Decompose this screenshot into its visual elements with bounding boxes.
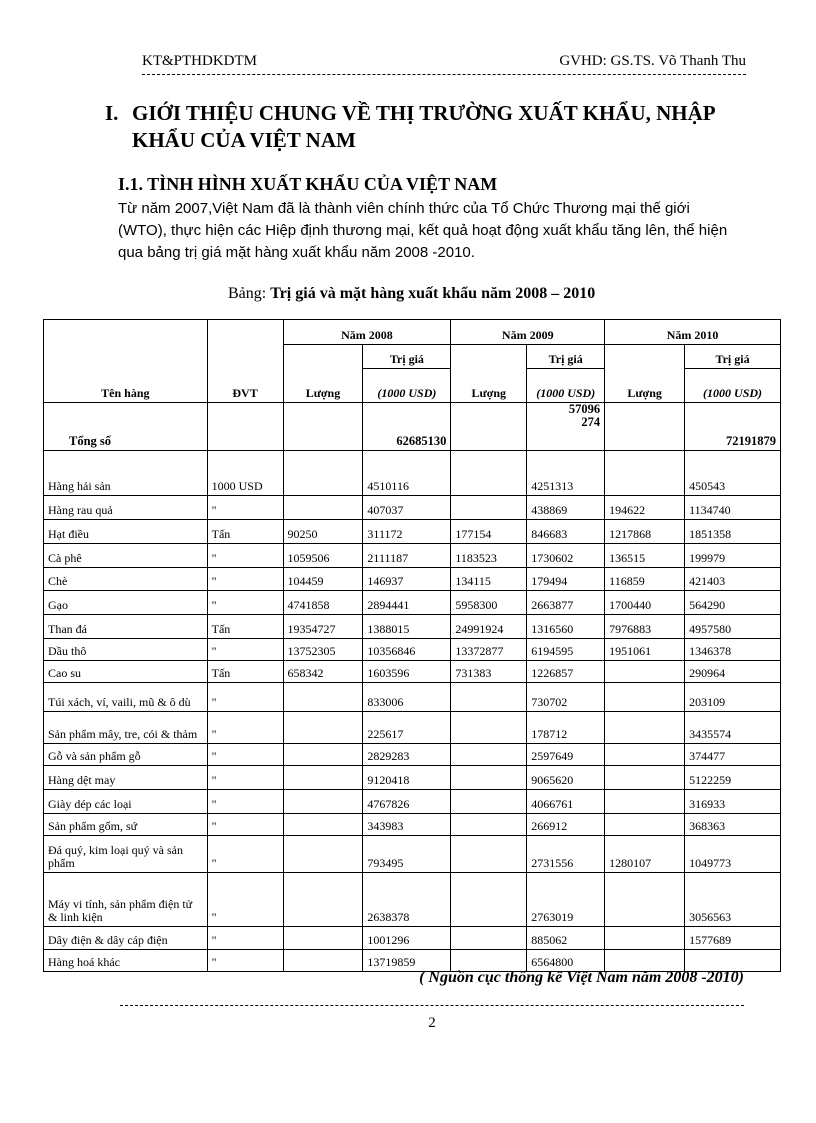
row-quantity-2008: [283, 836, 363, 873]
table-caption: [228, 285, 595, 303]
row-value-2009: 885062: [527, 927, 605, 950]
row-unit: ": [207, 790, 283, 814]
row-value-2010: 203109: [685, 683, 781, 712]
row-quantity-2010: [605, 683, 685, 712]
header-value-2009: Trị giá: [527, 345, 605, 369]
row-value-2010: 316933: [685, 790, 781, 814]
row-name: Chè: [44, 568, 208, 591]
header-quantity-2010: Lượng: [605, 345, 685, 403]
row-name: Gỗ và sản phẩm gỗ: [44, 744, 208, 766]
total-2010: 72191879: [685, 403, 781, 451]
table-row: [44, 814, 781, 836]
row-value-2008: 1603596: [363, 661, 451, 683]
row-value-2009: 1226857: [527, 661, 605, 683]
row-name: Than đá: [44, 615, 208, 639]
row-value-2009: 6564800: [527, 950, 605, 972]
row-value-2009: 846683: [527, 520, 605, 544]
row-unit: Tấn: [207, 615, 283, 639]
row-name: Hàng rau quả: [44, 496, 208, 520]
row-quantity-2008: [283, 683, 363, 712]
row-quantity-2008: [283, 927, 363, 950]
row-name: Hàng hoá khác: [44, 950, 208, 972]
row-value-2008: 146937: [363, 568, 451, 591]
row-value-2008: 1388015: [363, 615, 451, 639]
row-value-2008: 2829283: [363, 744, 451, 766]
row-quantity-2010: [605, 744, 685, 766]
row-value-2008: 793495: [363, 836, 451, 873]
row-value-2009: 4251313: [527, 451, 605, 496]
row-quantity-2008: [283, 744, 363, 766]
row-value-2010: 1851358: [685, 520, 781, 544]
row-quantity-2010: [605, 661, 685, 683]
row-quantity-2010: [605, 927, 685, 950]
row-value-2010: 368363: [685, 814, 781, 836]
row-quantity-2008: 90250: [283, 520, 363, 544]
row-quantity-2010: 136515: [605, 544, 685, 568]
row-value-2010: 290964: [685, 661, 781, 683]
row-quantity-2009: 13372877: [451, 639, 527, 661]
row-unit: ": [207, 836, 283, 873]
table-row: [44, 591, 781, 615]
row-unit: ": [207, 591, 283, 615]
row-quantity-2010: [605, 712, 685, 744]
row-name: Dầu thô: [44, 639, 208, 661]
row-value-2010: 1346378: [685, 639, 781, 661]
table-row: [44, 836, 781, 873]
table-row: [44, 766, 781, 790]
row-quantity-2008: [283, 496, 363, 520]
row-value-2010: 450543: [685, 451, 781, 496]
row-unit: ": [207, 766, 283, 790]
row-value-2009: 2763019: [527, 873, 605, 927]
row-quantity-2008: 19354727: [283, 615, 363, 639]
row-quantity-2008: 1059506: [283, 544, 363, 568]
header-name: Tên hàng: [44, 320, 208, 403]
total-2008: 62685130: [363, 403, 451, 451]
table-caption-title: Trị giá và mặt hàng xuất khẩu năm 2008 – 2010: [270, 285, 596, 302]
row-quantity-2010: 1280107: [605, 836, 685, 873]
intro-paragraph: Từ năm 2007,Việt Nam đã là thành viên chính thức của Tổ Chức Thương mại thế giới (WTO), thực hiện các Hiệp định thương mại, kết quả hoạt động xuất khẩu tăng lên, thể hiện qua bảng trị giá mặt hàng xuất khẩu năm 2008 -2010.: [118, 200, 728, 261]
row-value-2010: 1577689: [685, 927, 781, 950]
row-unit: ": [207, 814, 283, 836]
row-value-2009: 1730602: [527, 544, 605, 568]
table-row: [44, 712, 781, 744]
row-value-2008: 311172: [363, 520, 451, 544]
row-quantity-2009: [451, 744, 527, 766]
row-quantity-2008: 4741858: [283, 591, 363, 615]
row-value-2008: 13719859: [363, 950, 451, 972]
row-name: Sản phẩm mây, tre, cói & thảm: [44, 712, 208, 744]
table-row: [44, 661, 781, 683]
row-value-2009: 730702: [527, 683, 605, 712]
header-left: KT&PTHDKDTM: [142, 53, 257, 69]
table-row: [44, 615, 781, 639]
row-quantity-2008: [283, 451, 363, 496]
row-unit: ": [207, 568, 283, 591]
table-row: [44, 790, 781, 814]
row-unit: ": [207, 873, 283, 927]
row-name: Sản phẩm gốm, sứ: [44, 814, 208, 836]
row-quantity-2009: [451, 683, 527, 712]
row-value-2008: 4510116: [363, 451, 451, 496]
table-row: [44, 544, 781, 568]
row-value-2010: 4957580: [685, 615, 781, 639]
row-value-2008: 225617: [363, 712, 451, 744]
row-value-2008: 833006: [363, 683, 451, 712]
row-value-2010: 374477: [685, 744, 781, 766]
row-value-2008: 1001296: [363, 927, 451, 950]
row-name: Giày dép các loại: [44, 790, 208, 814]
table-row: [44, 639, 781, 661]
row-name: Cao su: [44, 661, 208, 683]
table-row: [44, 683, 781, 712]
row-value-2008: 407037: [363, 496, 451, 520]
row-value-2009: 2663877: [527, 591, 605, 615]
row-quantity-2009: [451, 814, 527, 836]
row-value-2010: 564290: [685, 591, 781, 615]
row-value-2010: 1049773: [685, 836, 781, 873]
row-value-2009: 266912: [527, 814, 605, 836]
row-quantity-2009: 731383: [451, 661, 527, 683]
row-value-2010: 421403: [685, 568, 781, 591]
row-quantity-2009: [451, 496, 527, 520]
row-name: Dây điện & dây cáp điện: [44, 927, 208, 950]
row-unit: ": [207, 712, 283, 744]
row-unit: Tấn: [207, 661, 283, 683]
page-header: [142, 53, 746, 75]
subsection-title: I.1. TÌNH HÌNH XUẤT KHẨU CỦA VIỆT NAM: [118, 174, 498, 194]
row-unit: ": [207, 544, 283, 568]
header-quantity-2009: Lượng: [451, 345, 527, 403]
row-quantity-2008: [283, 790, 363, 814]
header-year-2009: Năm 2009: [451, 320, 605, 345]
row-unit: ": [207, 639, 283, 661]
row-unit: 1000 USD: [207, 451, 283, 496]
header-value-unit-2009: (1000 USD): [527, 369, 605, 403]
row-quantity-2008: [283, 873, 363, 927]
table-caption-label: Bảng:: [228, 285, 267, 302]
row-value-2010: 3056563: [685, 873, 781, 927]
row-quantity-2009: 134115: [451, 568, 527, 591]
row-value-2008: 4767826: [363, 790, 451, 814]
row-quantity-2008: [283, 950, 363, 972]
row-quantity-2008: [283, 814, 363, 836]
row-quantity-2009: [451, 927, 527, 950]
row-value-2009: 438869: [527, 496, 605, 520]
row-value-2008: 343983: [363, 814, 451, 836]
section-heading: [105, 100, 745, 154]
row-quantity-2009: 24991924: [451, 615, 527, 639]
total-2009: 57096 274: [527, 403, 605, 451]
row-quantity-2008: 104459: [283, 568, 363, 591]
row-value-2008: 10356846: [363, 639, 451, 661]
row-name: Gạo: [44, 591, 208, 615]
row-value-2009: 178712: [527, 712, 605, 744]
row-value-2009: 9065620: [527, 766, 605, 790]
row-quantity-2010: [605, 873, 685, 927]
row-name: Cà phê: [44, 544, 208, 568]
row-value-2009: 2731556: [527, 836, 605, 873]
table-row: [44, 927, 781, 950]
row-name: Đá quý, kim loại quý và sản phẩm: [44, 836, 208, 873]
row-name: Máy vi tính, sản phẩm điện tử & linh kiện: [44, 873, 208, 927]
row-quantity-2009: [451, 836, 527, 873]
table-row: [44, 520, 781, 544]
row-quantity-2010: 7976883: [605, 615, 685, 639]
header-right: GVHD: GS.TS. Võ Thanh Thu: [559, 53, 746, 69]
row-quantity-2010: [605, 766, 685, 790]
table-row: [44, 744, 781, 766]
page-number: 2: [428, 1015, 436, 1031]
row-quantity-2008: 658342: [283, 661, 363, 683]
row-unit: ": [207, 927, 283, 950]
row-quantity-2010: [605, 451, 685, 496]
row-name: Hàng hải sản: [44, 451, 208, 496]
row-quantity-2010: 1951061: [605, 639, 685, 661]
row-unit: Tấn: [207, 520, 283, 544]
row-value-2009: 2597649: [527, 744, 605, 766]
row-quantity-2010: 1700440: [605, 591, 685, 615]
row-quantity-2010: 116859: [605, 568, 685, 591]
row-unit: ": [207, 950, 283, 972]
row-name: Hạt điều: [44, 520, 208, 544]
row-quantity-2010: [605, 790, 685, 814]
row-value-2009: 1316560: [527, 615, 605, 639]
section-number: I.: [105, 101, 119, 125]
row-quantity-2009: [451, 451, 527, 496]
row-quantity-2010: 194622: [605, 496, 685, 520]
section-title: GIỚI THIỆU CHUNG VỀ THỊ TRƯỜNG XUẤT KHẨU, NHẬP KHẨU CỦA VIỆT NAM: [132, 101, 715, 152]
source-note: ( Nguồn cục thống kê Việt Nam năm 2008 -2010): [419, 969, 744, 986]
header-year-2008: Năm 2008: [283, 320, 451, 345]
row-quantity-2010: [605, 814, 685, 836]
row-value-2009: 4066761: [527, 790, 605, 814]
row-value-2010: 1134740: [685, 496, 781, 520]
table-row: [44, 451, 781, 496]
row-quantity-2009: [451, 873, 527, 927]
row-quantity-2009: [451, 766, 527, 790]
row-unit: ": [207, 496, 283, 520]
row-quantity-2009: [451, 712, 527, 744]
row-value-2008: 2638378: [363, 873, 451, 927]
row-value-2008: 2111187: [363, 544, 451, 568]
row-quantity-2008: [283, 712, 363, 744]
row-quantity-2009: 5958300: [451, 591, 527, 615]
header-value-unit-2008: (1000 USD): [363, 369, 451, 403]
footer-divider: [120, 1005, 744, 1006]
row-value-2008: 2894441: [363, 591, 451, 615]
total-label: Tổng số: [44, 403, 208, 451]
header-value-unit-2010: (1000 USD): [685, 369, 781, 403]
row-value-2010: 3435574: [685, 712, 781, 744]
header-year-2010: Năm 2010: [605, 320, 781, 345]
row-quantity-2008: 13752305: [283, 639, 363, 661]
header-value-2010: Trị giá: [685, 345, 781, 369]
row-quantity-2009: [451, 790, 527, 814]
row-name: Túi xách, ví, vaili, mũ & ô dù: [44, 683, 208, 712]
header-value-2008: Trị giá: [363, 345, 451, 369]
row-unit: ": [207, 744, 283, 766]
table-row: [44, 568, 781, 591]
row-quantity-2008: [283, 766, 363, 790]
export-table: [43, 319, 781, 972]
header-unit: ĐVT: [207, 320, 283, 403]
row-value-2010: 5122259: [685, 766, 781, 790]
row-unit: ": [207, 683, 283, 712]
row-quantity-2010: 1217868: [605, 520, 685, 544]
row-value-2008: 9120418: [363, 766, 451, 790]
row-quantity-2009: 1183523: [451, 544, 527, 568]
row-quantity-2009: 177154: [451, 520, 527, 544]
row-value-2009: 179494: [527, 568, 605, 591]
table-row-total: [44, 403, 781, 451]
row-value-2009: 6194595: [527, 639, 605, 661]
table-row: [44, 496, 781, 520]
table-row: [44, 873, 781, 927]
table-body: [44, 403, 781, 972]
header-quantity-2008: Lượng: [283, 345, 363, 403]
row-name: Hàng dệt may: [44, 766, 208, 790]
row-value-2010: 199979: [685, 544, 781, 568]
